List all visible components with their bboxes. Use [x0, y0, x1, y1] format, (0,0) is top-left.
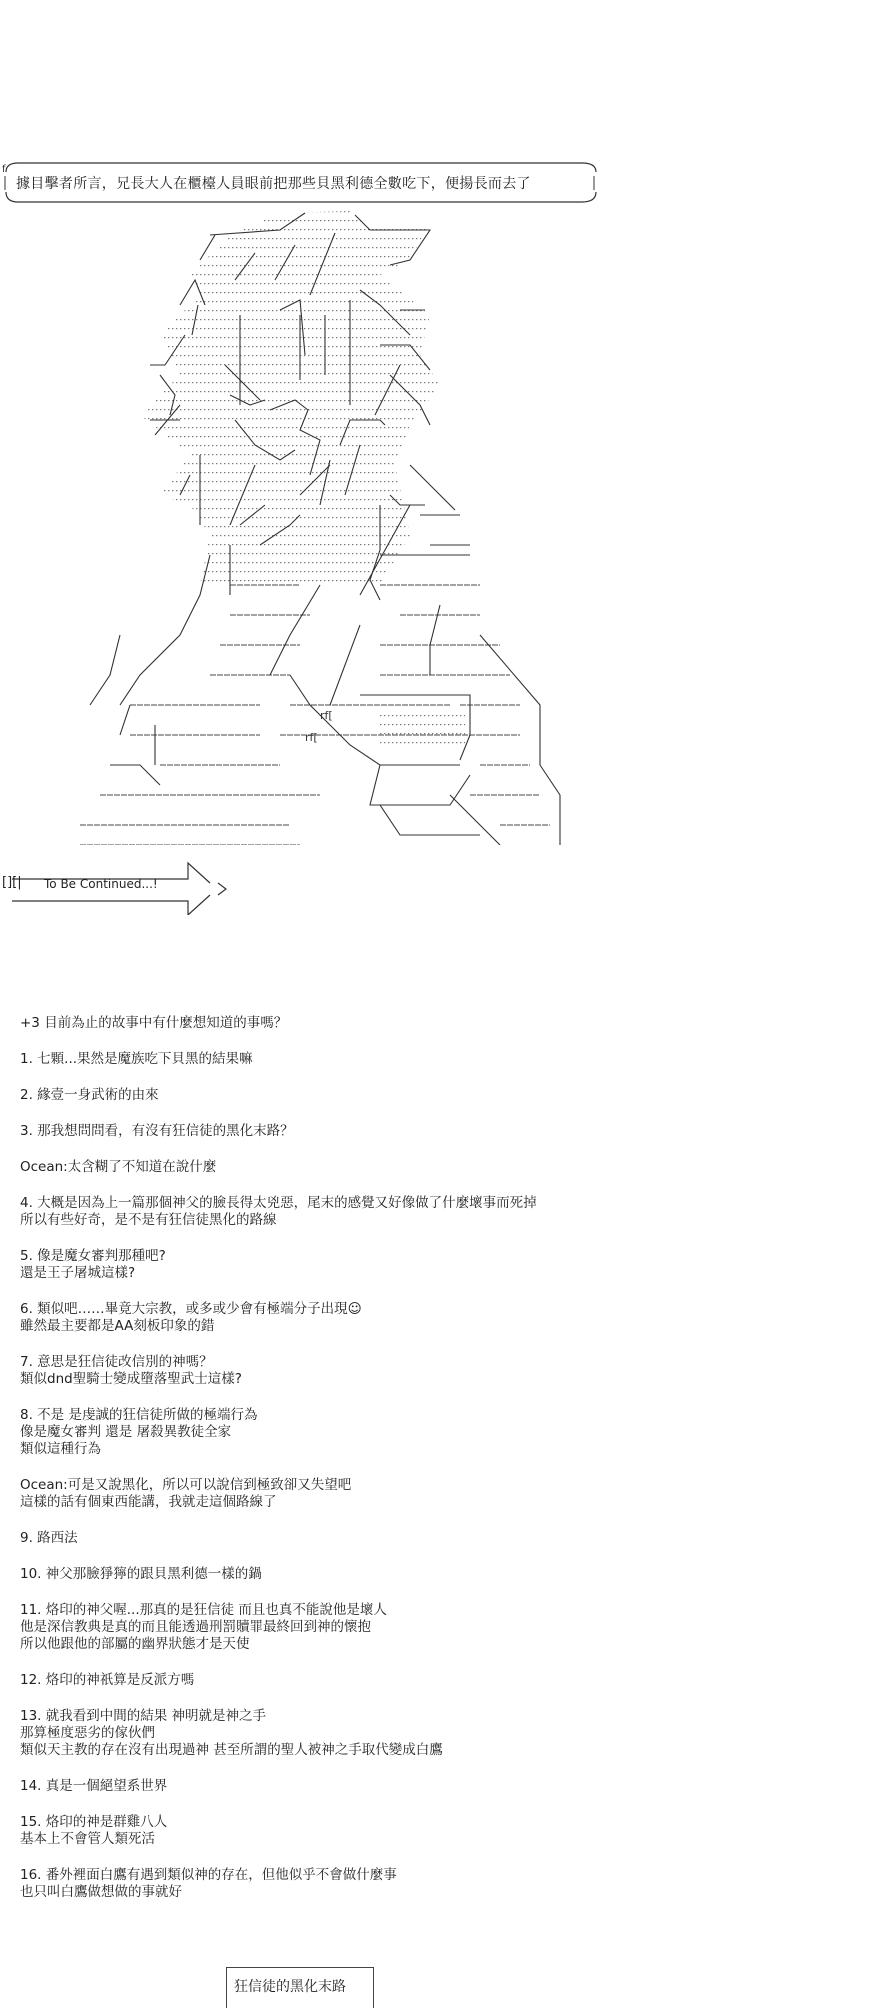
reply-line: Ocean:太含糊了不知道在說什麼 — [20, 1159, 217, 1175]
comment-entry — [20, 1354, 840, 1388]
to-be-continued-banner — [0, 855, 230, 915]
comment-entry — [20, 1867, 840, 1901]
comment-line: 11. 烙印的神父喔...那真的是狂信徒 而且也真不能說他是壞人 — [20, 1602, 387, 1618]
comment-line: 所以有些好奇，是不是有狂信徒黑化的路線 — [20, 1212, 277, 1228]
comment-line: 4. 大概是因為上一篇那個神父的臉長得太兇惡，尾末的感覺又好像做了什麼壞事而死掉 — [20, 1195, 537, 1211]
comment-entry — [20, 1778, 840, 1795]
comment-line: 7. 意思是狂信徒改信別的神嗎？ — [20, 1354, 213, 1370]
comment-line: 5. 像是魔女審判那種吧? — [20, 1248, 166, 1264]
character-illustration-icon — [80, 205, 620, 845]
comment-line: 類似天主教的存在沒有出現過神 甚至所謂的聖人被神之手取代變成白鷹 — [20, 1742, 443, 1758]
comment-entry — [20, 1814, 840, 1848]
comment-line: 14. 真是一個絕望系世界 — [20, 1778, 168, 1794]
reply-line: Ocean:可是又說黑化，所以可以說信到極致卻又失望吧 — [20, 1477, 352, 1493]
comment-entry — [20, 1407, 840, 1458]
comment-line: 像是魔女審判 還是 屠殺異教徒全家 — [20, 1424, 232, 1440]
chapter-title: 狂信徒的黑化末路 — [234, 1979, 346, 1995]
to-be-continued-label: To Be Continued...! — [44, 877, 158, 891]
comment-entry — [20, 1015, 840, 1032]
comment-list — [20, 1015, 840, 1920]
art-decoration-text: rf[ — [305, 731, 318, 744]
comment-line: 他是深信教典是真的而且能透過刑罰贖罪最終回到神的懷抱 — [20, 1619, 371, 1635]
comment-line: 1. 七顆...果然是魔族吃下貝黑的結果嘛 — [20, 1051, 253, 1067]
comment-line: 13. 就我看到中間的結果 神明就是神之手 — [20, 1708, 267, 1724]
art-decoration-text: rf[ — [320, 709, 333, 722]
reply-line: 這樣的話有個東西能講，我就走這個路線了 — [20, 1494, 277, 1510]
svg-text:f: f — [2, 164, 6, 175]
comment-line: 10. 神父那臉猙獰的跟貝黑利德一樣的鍋 — [20, 1566, 262, 1582]
comment-entry — [20, 1248, 840, 1282]
comment-line: 還是王子屠城這樣? — [20, 1265, 136, 1281]
comment-line: 15. 烙印的神是群雞八人 — [20, 1814, 168, 1830]
comment-entry — [20, 1195, 840, 1229]
comment-line: 12. 烙印的神祇算是反派方嗎 — [20, 1672, 195, 1688]
comment-entry — [20, 1123, 840, 1140]
comment-entry — [20, 1672, 840, 1689]
comment-line: 8. 不是 是虔誠的狂信徒所做的極端行為 — [20, 1407, 258, 1423]
comment-line: 那算極度惡劣的傢伙們 — [20, 1725, 155, 1741]
comment-entry — [20, 1566, 840, 1583]
chapter-title-box — [226, 1967, 374, 2008]
reply-entry — [20, 1159, 840, 1176]
narration-bubble — [2, 160, 602, 202]
narration-text: 據目擊者所言，兄長大人在櫃檯人員眼前把那些貝黑利德全數吃下，便揚長而去了 — [16, 176, 531, 192]
comment-entry — [20, 1708, 840, 1759]
comment-entry — [20, 1602, 840, 1653]
banner-bars: [][| — [2, 875, 22, 890]
comment-line: +3 目前為止的故事中有什麼想知道的事嗎？ — [20, 1015, 288, 1031]
comment-entry — [20, 1301, 840, 1335]
comment-line: 基本上不會管人類死活 — [20, 1831, 155, 1847]
comment-line: 2. 緣壹一身武術的由來 — [20, 1087, 159, 1103]
comment-line: 6. 類似吧……畢竟大宗教，或多或少會有極端分子出現☺ — [20, 1301, 362, 1317]
comment-line: 也只叫白鷹做想做的事就好 — [20, 1884, 182, 1900]
comment-line: 類似dnd聖騎士變成墮落聖武士這樣? — [20, 1371, 242, 1387]
comment-line: 雖然最主要都是AA刻板印象的錯 — [20, 1318, 215, 1334]
comment-line: 3. 那我想問問看，有沒有狂信徒的黑化末路？ — [20, 1123, 294, 1139]
comment-line: 9. 路西法 — [20, 1530, 78, 1546]
reply-entry — [20, 1477, 840, 1511]
ascii-art-character — [80, 205, 620, 845]
comment-line: 所以他跟他的部屬的幽界狀態才是天使 — [20, 1636, 250, 1652]
comment-entry — [20, 1530, 840, 1547]
comment-entry — [20, 1051, 840, 1068]
comment-entry — [20, 1087, 840, 1104]
comment-line: 16. 番外裡面白鷹有遇到類似神的存在，但他似乎不會做什麼事 — [20, 1867, 397, 1883]
comment-line: 類似這種行為 — [20, 1441, 101, 1457]
